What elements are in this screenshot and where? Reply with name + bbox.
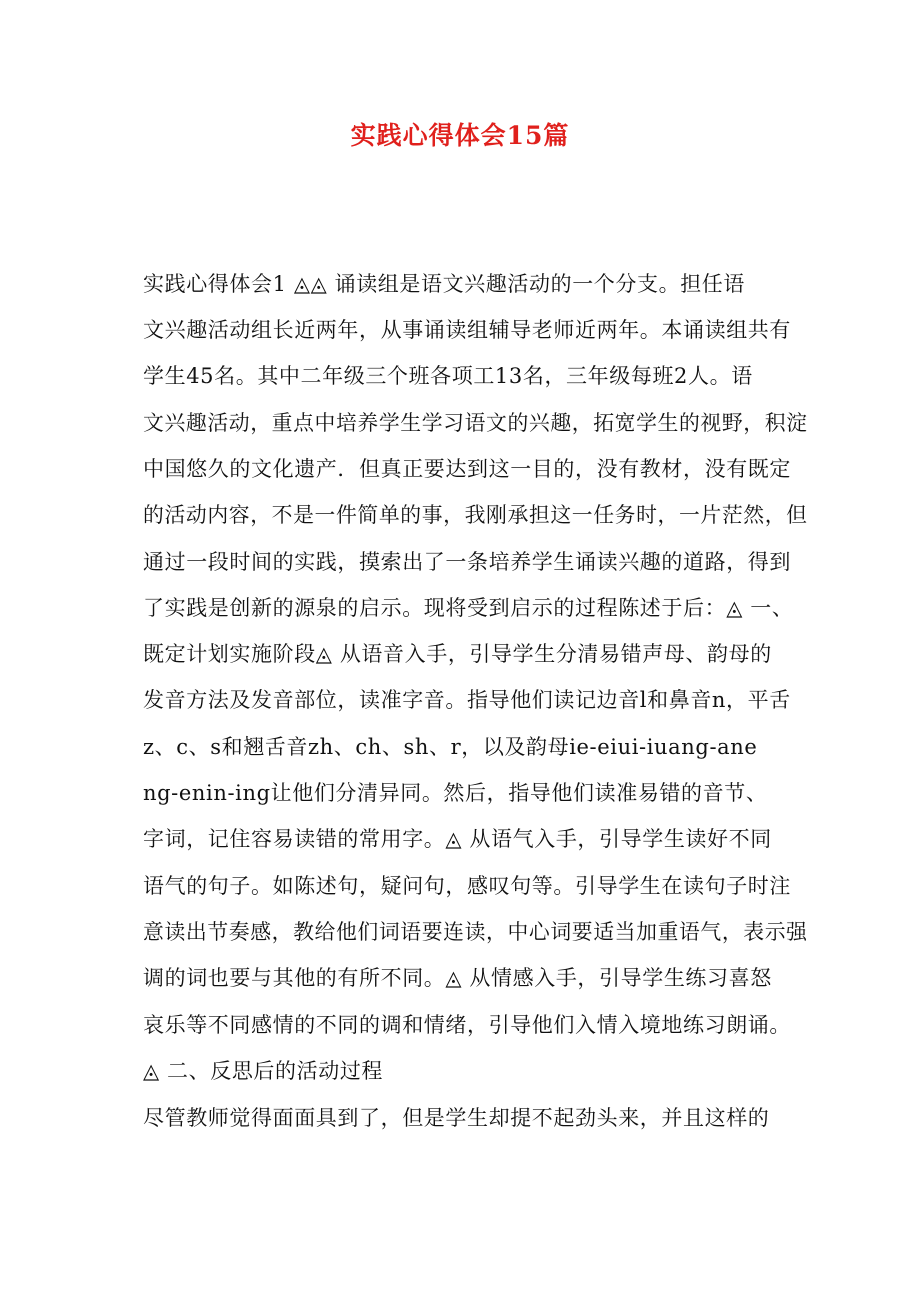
paragraph-line: 既定计划实施阶段◬ 从语音入手，引导学生分清易错声母、韵母的 <box>143 642 772 666</box>
paragraph-line: 通过一段时间的实践，摸索出了一条培养学生诵读兴趣的道路，得到 <box>143 550 791 574</box>
paragraph-line: 了实践是创新的源泉的启示。现将受到启示的过程陈述于后：◬ 一、 <box>143 596 794 620</box>
paragraph-line: 的活动内容，不是一件简单的事，我刚承担这一任务时，一片茫然，但 <box>143 503 808 527</box>
paragraph-line: 发音方法及发音部位，读准字音。指导他们读记边音l和鼻音n，平舌 <box>143 688 791 712</box>
paragraph-line: 学生45名。其中二年级三个班各项工13名，三年级每班2人。语 <box>143 364 753 388</box>
document-title: 实践心得体会15篇 <box>350 121 570 150</box>
section-heading-line: ◬ 二、反思后的活动过程 <box>143 1059 384 1083</box>
paragraph-line: 尽管教师觉得面面具到了，但是学生却提不起劲头来，并且这样的 <box>143 1106 770 1130</box>
paragraph-line: ng-enin-ing让他们分清异同。然后，指导他们读准易错的音节、 <box>143 781 768 805</box>
paragraph-line: 实践心得体会1 ◬◬ 诵读组是语文兴趣活动的一个分支。担任语 <box>143 272 746 296</box>
paragraph-line: 字词，记住容易读错的常用字。◬ 从语气入手，引导学生读好不同 <box>143 827 772 851</box>
paragraph-line: 哀乐等不同感情的不同的调和情绪，引导他们入情入境地练习朗诵。 <box>143 1013 791 1037</box>
paragraph-line: z、c、s和翘舌音zh、ch、sh、r，以及韵母ie-eiui-iuang-ane <box>143 735 758 759</box>
paragraph-line: 文兴趣活动，重点中培养学生学习语文的兴趣，拓宽学生的视野，积淀 <box>143 411 808 435</box>
paragraph-line: 文兴趣活动组长近两年，从事诵读组辅导老师近两年。本诵读组共有 <box>143 318 791 342</box>
paragraph-line: 中国悠久的文化遗产．但真正要达到这一目的，没有教材，没有既定 <box>143 457 791 481</box>
paragraph-line: 语气的句子。如陈述句，疑问句，感叹句等。引导学生在读句子时注 <box>143 874 791 898</box>
paragraph-line: 调的词也要与其他的有所不同。◬ 从情感入手，引导学生练习喜怒 <box>143 966 772 990</box>
paragraph-line: 意读出节奏感，教给他们词语要连读，中心词要适当加重语气，表示强 <box>143 920 808 944</box>
